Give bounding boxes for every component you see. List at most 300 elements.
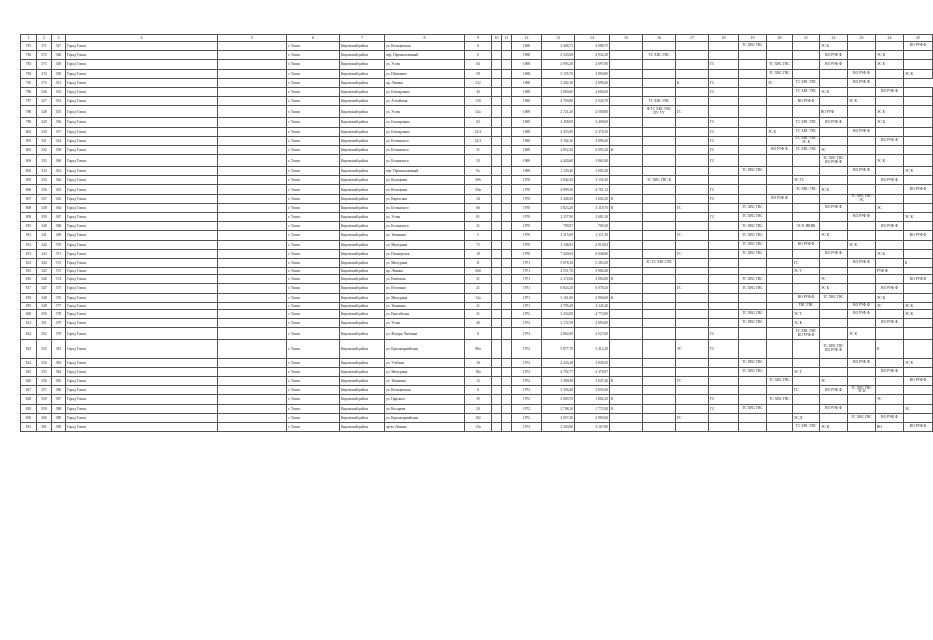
column-number-3: 3 — [52, 35, 66, 42]
table-cell-col-18 — [709, 268, 739, 275]
table-cell-col-16: ТС ХВС ГВС К — [643, 176, 676, 185]
table-cell-col-1: 821 — [21, 318, 37, 327]
table-cell-col-8: ул. Елизаровых — [385, 118, 465, 127]
table-row — [21, 167, 933, 176]
table-cell-col-20 — [767, 318, 793, 327]
table-cell-col-7: Кировский район — [340, 136, 385, 145]
table-cell-col-9: 9а — [465, 167, 492, 176]
table-cell-col-10 — [492, 97, 502, 106]
table-cell-col-17: ГС — [676, 376, 709, 385]
table-cell-col-19: ТС ХВС ГВС — [739, 249, 767, 258]
table-cell-col-10 — [492, 222, 502, 231]
table-cell-col-9: 43 — [465, 87, 492, 96]
table-cell-col-23: ВО РУФ Ф — [848, 358, 876, 367]
table-cell-col-1: 828 — [21, 395, 37, 404]
table-cell-col-15 — [610, 340, 643, 359]
table-cell-col-5 — [218, 176, 287, 185]
table-cell-col-6: г. Томск — [287, 194, 340, 203]
table-cell-col-10 — [492, 118, 502, 127]
table-cell-col-10 — [492, 167, 502, 176]
table-cell-col-12: 1970 — [512, 185, 542, 194]
table-cell-col-4: Город Томск — [66, 60, 218, 69]
table-cell-col-11 — [502, 118, 512, 127]
table-cell-col-18 — [709, 51, 739, 60]
table-cell-col-25 — [904, 328, 933, 340]
table-cell-col-14: 3 602,20 — [575, 194, 610, 203]
table-cell-col-20 — [767, 167, 793, 176]
table-cell-col-15 — [610, 155, 643, 167]
table-cell-col-20 — [767, 240, 793, 249]
table-cell-col-1: 816 — [21, 275, 37, 284]
table-cell-col-10 — [492, 404, 502, 413]
table-cell-col-22 — [820, 328, 848, 340]
table-cell-col-10 — [492, 145, 502, 154]
table-cell-col-23: ВО РУФ Ф — [848, 78, 876, 87]
table-cell-col-9: 5 — [465, 231, 492, 240]
column-number-17: 17 — [676, 35, 709, 42]
table-cell-col-22 — [820, 318, 848, 327]
table-cell-col-12: 1972 — [512, 328, 542, 340]
table-cell-col-22: ВО РУФ Ф — [820, 203, 848, 212]
table-cell-col-23: ВО РУФ Ф — [848, 309, 876, 318]
table-cell-col-23: ВО РУФ Ф — [848, 69, 876, 78]
table-row — [21, 194, 933, 203]
table-cell-col-17 — [676, 136, 709, 145]
table-cell-col-22: ЭС К — [820, 284, 848, 293]
table-cell-col-22 — [820, 367, 848, 376]
table-row — [21, 87, 933, 96]
table-cell-col-4: Город Томск — [66, 258, 218, 267]
table-cell-col-23 — [848, 136, 876, 145]
table-cell-col-5 — [218, 240, 287, 249]
table-cell-col-5 — [218, 302, 287, 309]
table-cell-col-12: 1973 — [512, 422, 542, 431]
table-cell-col-3: 388 — [52, 404, 66, 413]
table-cell-col-1: 811 — [21, 231, 37, 240]
table-cell-col-19 — [739, 145, 767, 154]
table-cell-col-11 — [502, 358, 512, 367]
table-cell-col-15 — [610, 268, 643, 275]
table-cell-col-9: 50б — [465, 176, 492, 185]
table-cell-col-9: 66 — [465, 203, 492, 212]
table-cell-col-9: 8 — [465, 328, 492, 340]
column-number-18: 18 — [709, 35, 739, 42]
table-cell-col-14: 3 984,40 — [575, 268, 610, 275]
table-cell-col-19: ТС ХВС ГВС — [739, 222, 767, 231]
table-cell-col-19 — [739, 328, 767, 340]
table-cell-col-5 — [218, 231, 287, 240]
table-cell-col-18 — [709, 275, 739, 284]
table-cell-col-10 — [492, 340, 502, 359]
table-cell-col-9: 15а — [465, 422, 492, 431]
table-cell-col-19 — [739, 97, 767, 106]
table-cell-col-23 — [848, 87, 876, 96]
table-cell-col-6: г. Томск — [287, 422, 340, 431]
table-cell-col-16 — [643, 358, 676, 367]
table-cell-col-14: 3 647,40 — [575, 376, 610, 385]
table-cell-col-3: 358 — [52, 145, 66, 154]
table-cell-col-3: 363 — [52, 194, 66, 203]
table-cell-col-22: ВО РУФ Ф — [820, 118, 848, 127]
table-cell-col-19 — [739, 60, 767, 69]
table-cell-col-16 — [643, 136, 676, 145]
table-cell-col-25 — [904, 136, 933, 145]
table-cell-col-19 — [739, 69, 767, 78]
table-cell-col-18 — [709, 413, 739, 422]
table-cell-col-4: Город Томск — [66, 222, 218, 231]
table-cell-col-25: ЭС К — [904, 213, 933, 222]
table-cell-col-20 — [767, 413, 793, 422]
table-cell-col-7: Кировский район — [340, 51, 385, 60]
table-cell-col-10 — [492, 194, 502, 203]
table-row — [21, 249, 933, 258]
table-cell-col-21 — [793, 404, 820, 413]
table-cell-col-19 — [739, 106, 767, 118]
table-cell-col-1: 829 — [21, 404, 37, 413]
table-cell-col-21 — [793, 194, 820, 203]
table-cell-col-17 — [676, 194, 709, 203]
table-row — [21, 309, 933, 318]
table-row — [21, 413, 933, 422]
table-cell-col-13: 3 161,60 — [542, 293, 575, 302]
table-cell-col-7: Кировский район — [340, 422, 385, 431]
table-cell-col-2: 354 — [37, 358, 52, 367]
table-cell-col-25: ВО РУФ Ф — [904, 275, 933, 284]
table-cell-col-10 — [492, 413, 502, 422]
table-cell-col-25: ВО РУФ Ф — [904, 422, 933, 431]
table-cell-col-16: ТС ХВС ГВС — [643, 97, 676, 106]
table-cell-col-1: 784 — [21, 69, 37, 78]
table-cell-col-23 — [848, 118, 876, 127]
table-cell-col-9: 64 — [465, 60, 492, 69]
table-cell-col-16: ТС ХВС ГВС — [643, 51, 676, 60]
table-cell-col-7: Кировский район — [340, 185, 385, 194]
table-cell-col-19: ТС ХВС ГВС — [739, 367, 767, 376]
table-row — [21, 78, 933, 87]
table-cell-col-8: ул. Тимакова — [385, 231, 465, 240]
table-cell-col-8: ул. Тимакова — [385, 302, 465, 309]
table-cell-col-16 — [643, 42, 676, 51]
table-cell-col-24: ВО РУФ Ф — [876, 87, 904, 96]
table-cell-col-21 — [793, 203, 820, 212]
table-row — [21, 395, 933, 404]
table-cell-col-7: Кировский район — [340, 87, 385, 96]
table-cell-col-22 — [820, 309, 848, 318]
table-cell-col-12: 1972 — [512, 404, 542, 413]
table-cell-col-6: г. Томск — [287, 376, 340, 385]
table-cell-col-17 — [676, 258, 709, 267]
table-cell-col-9: 21 — [465, 309, 492, 318]
table-cell-col-20 — [767, 404, 793, 413]
table-cell-col-6: г. Томск — [287, 413, 340, 422]
table-cell-col-25 — [904, 318, 933, 327]
table-cell-col-4: Город Томск — [66, 240, 218, 249]
table-cell-col-2: 336 — [37, 185, 52, 194]
table-cell-col-16 — [643, 422, 676, 431]
table-cell-col-14: 5 283,30 — [575, 258, 610, 267]
table-cell-col-11 — [502, 275, 512, 284]
table-cell-col-23: ТС ХВС ГВС — [848, 413, 876, 422]
table-cell-col-15: К — [610, 194, 643, 203]
column-number-22: 22 — [820, 35, 848, 42]
table-cell-col-22 — [820, 167, 848, 176]
table-cell-col-17 — [676, 293, 709, 302]
table-cell-col-8: ул. Красноармейская — [385, 413, 465, 422]
table-cell-col-17: ЭС — [676, 340, 709, 359]
table-cell-col-15 — [610, 231, 643, 240]
table-cell-col-21: ТС ХВС ГВС — [793, 145, 820, 154]
table-cell-col-7: Кировский район — [340, 240, 385, 249]
table-cell-col-2: 345 — [37, 268, 52, 275]
table-cell-col-9: 10 — [465, 358, 492, 367]
table-row — [21, 127, 933, 136]
table-cell-col-3: 379 — [52, 328, 66, 340]
table-cell-col-4: Город Томск — [66, 367, 218, 376]
table-cell-col-11 — [502, 309, 512, 318]
table-cell-col-9: 31 — [465, 275, 492, 284]
table-cell-col-25 — [904, 293, 933, 302]
table-cell-col-21: ТС ХВС ГВС — [793, 118, 820, 127]
table-cell-col-18: ГС — [709, 185, 739, 194]
table-cell-col-13: 6 824,20 — [542, 284, 575, 293]
table-cell-col-10 — [492, 268, 502, 275]
table-row — [21, 340, 933, 359]
table-cell-col-20 — [767, 302, 793, 309]
table-cell-col-23 — [848, 268, 876, 275]
table-cell-col-24 — [876, 185, 904, 194]
table-cell-col-24 — [876, 275, 904, 284]
table-cell-col-8: пер. Промышленный — [385, 167, 465, 176]
table-cell-col-8: ул. Усова — [385, 60, 465, 69]
table-cell-col-23 — [848, 404, 876, 413]
table-cell-col-2: 330 — [37, 127, 52, 136]
table-cell-col-24 — [876, 127, 904, 136]
table-cell-col-11 — [502, 51, 512, 60]
table-cell-col-19: ТС ХВС ГВС — [739, 167, 767, 176]
table-cell-col-1: 785 — [21, 78, 37, 87]
table-cell-col-6: г. Томск — [287, 231, 340, 240]
table-cell-col-4: Город Томск — [66, 422, 218, 431]
table-cell-col-18 — [709, 422, 739, 431]
table-cell-col-2: 359 — [37, 404, 52, 413]
table-cell-col-25 — [904, 60, 933, 69]
table-cell-col-14: 5 412,20 — [575, 340, 610, 359]
table-cell-col-23 — [848, 231, 876, 240]
table-cell-col-15: К — [610, 145, 643, 154]
table-cell-col-22: ЭС К — [820, 185, 848, 194]
table-cell-col-21 — [793, 69, 820, 78]
table-cell-col-9: 18а — [465, 367, 492, 376]
table-cell-col-6: г. Томск — [287, 97, 340, 106]
table-cell-col-13: 3 060,60 — [542, 87, 575, 96]
table-cell-col-4: Город Томск — [66, 340, 218, 359]
table-cell-col-13: 1 143,40 — [542, 167, 575, 176]
table-cell-col-10 — [492, 395, 502, 404]
table-cell-col-2: 373 — [37, 60, 52, 69]
table-cell-col-9: 12а — [465, 293, 492, 302]
table-cell-col-25 — [904, 97, 933, 106]
header-row — [21, 35, 933, 42]
table-cell-col-3: 385 — [52, 376, 66, 385]
table-cell-col-14: 2 697,80 — [575, 60, 610, 69]
table-cell-col-3: 376 — [52, 293, 66, 302]
table-cell-col-21: ЭС Д — [793, 413, 820, 422]
table-cell-col-14: 3 595,20 — [575, 145, 610, 154]
table-cell-col-5 — [218, 293, 287, 302]
table-cell-col-22 — [820, 240, 848, 249]
table-cell-col-17 — [676, 145, 709, 154]
table-cell-col-7: Кировский район — [340, 268, 385, 275]
table-cell-col-21: ГС — [793, 258, 820, 267]
table-cell-col-12: 1972 — [512, 358, 542, 367]
table-cell-col-10 — [492, 275, 502, 284]
table-cell-col-10 — [492, 213, 502, 222]
table-row — [21, 328, 933, 340]
table-cell-col-25 — [904, 413, 933, 422]
table-cell-col-1: 809 — [21, 213, 37, 222]
table-cell-col-24: ВО РУФ Ф — [876, 318, 904, 327]
table-cell-col-8: пер. Промышленный — [385, 51, 465, 60]
table-cell-col-13: 2 353,90 — [542, 127, 575, 136]
table-cell-col-13: 4 802,09 — [542, 328, 575, 340]
table-cell-col-18 — [709, 176, 739, 185]
table-cell-col-3: 379 — [52, 318, 66, 327]
table-cell-col-17: ГС — [676, 249, 709, 258]
table-row — [21, 422, 933, 431]
table-cell-col-5 — [218, 203, 287, 212]
table-cell-col-13: 3 358,48 — [542, 386, 575, 395]
table-row — [21, 404, 933, 413]
table-cell-col-24 — [876, 42, 904, 51]
table-cell-col-22: ЭС К — [820, 422, 848, 431]
table-cell-col-10 — [492, 127, 502, 136]
table-cell-col-10 — [492, 155, 502, 167]
table-cell-col-3: 377 — [52, 302, 66, 309]
table-cell-col-25: ЭС К — [904, 309, 933, 318]
table-cell-col-24: ЭС К — [876, 293, 904, 302]
table-cell-col-11 — [502, 155, 512, 167]
table-cell-col-9: 212 — [465, 78, 492, 87]
table-cell-col-7: Кировский район — [340, 106, 385, 118]
table-cell-col-20 — [767, 284, 793, 293]
table-cell-col-25 — [904, 118, 933, 127]
table-cell-col-4: Город Томск — [66, 136, 218, 145]
table-cell-col-9: 59 — [465, 69, 492, 78]
table-cell-col-18: ГС — [709, 194, 739, 203]
column-number-14: 14 — [575, 35, 610, 42]
table-row — [21, 258, 933, 267]
table-cell-col-14: 2 910,63 — [575, 240, 610, 249]
table-cell-col-1: 815 — [21, 268, 37, 275]
table-cell-col-14: 4 376,97 — [575, 367, 610, 376]
table-cell-col-10 — [492, 136, 502, 145]
table-cell-col-10 — [492, 386, 502, 395]
table-cell-col-15 — [610, 213, 643, 222]
table-cell-col-5 — [218, 222, 287, 231]
table-cell-col-9: 63 — [465, 118, 492, 127]
table-cell-col-1: 803 — [21, 145, 37, 154]
table-cell-col-10 — [492, 42, 502, 51]
table-cell-col-9: 10 — [465, 249, 492, 258]
table-cell-col-21 — [793, 51, 820, 60]
table-row — [21, 97, 933, 106]
table-cell-col-16 — [643, 302, 676, 309]
table-cell-col-21: ЭС ХВС ГВС — [793, 185, 820, 194]
column-number-23: 23 — [848, 35, 876, 42]
table-cell-col-21: ТС ХВС ГВС ЭС К — [793, 136, 820, 145]
table-cell-col-17 — [676, 127, 709, 136]
table-cell-col-7: Кировский район — [340, 284, 385, 293]
table-cell-col-9: 20 — [465, 404, 492, 413]
table-cell-col-3: 371 — [52, 249, 66, 258]
table-cell-col-11 — [502, 136, 512, 145]
table-cell-col-25 — [904, 240, 933, 249]
table-cell-col-21 — [793, 60, 820, 69]
table-cell-col-1: 782 — [21, 51, 37, 60]
table-cell-col-18: ГС — [709, 60, 739, 69]
table-cell-col-17: ГС — [676, 284, 709, 293]
table-cell-col-11 — [502, 69, 512, 78]
table-cell-col-22: ЭС — [820, 376, 848, 385]
table-cell-col-16 — [643, 213, 676, 222]
table-cell-col-14: 709,20 — [575, 222, 610, 231]
table-cell-col-9: 21 — [465, 302, 492, 309]
table-cell-col-15 — [610, 167, 643, 176]
table-cell-col-1: 804 — [21, 155, 37, 167]
table-cell-col-25 — [904, 194, 933, 203]
table-cell-col-2: 341 — [37, 231, 52, 240]
table-cell-col-14: 4 088,75 — [575, 42, 610, 51]
table-cell-col-7: Кировский район — [340, 155, 385, 167]
table-cell-col-3: 351 — [52, 78, 66, 87]
table-cell-col-19 — [739, 413, 767, 422]
table-cell-col-15 — [610, 42, 643, 51]
table-cell-col-17: ГС — [676, 106, 709, 118]
table-row — [21, 302, 933, 309]
table-cell-col-10 — [492, 367, 502, 376]
table-cell-col-20 — [767, 51, 793, 60]
table-cell-col-20 — [767, 222, 793, 231]
table-cell-col-22 — [820, 258, 848, 267]
table-cell-col-4: Город Томск — [66, 309, 218, 318]
table-cell-col-4: Город Томск — [66, 404, 218, 413]
table-cell-col-10 — [492, 328, 502, 340]
column-number-16: 16 — [643, 35, 676, 42]
table-cell-col-7: Кировский район — [340, 78, 385, 87]
table-cell-col-4: Город Томск — [66, 328, 218, 340]
table-cell-col-24 — [876, 386, 904, 395]
table-row — [21, 240, 933, 249]
table-cell-col-8: ул. Кольцевская — [385, 42, 465, 51]
table-cell-col-13: 3 448,30 — [542, 194, 575, 203]
table-row — [21, 118, 933, 127]
table-cell-col-22 — [820, 136, 848, 145]
table-cell-col-24 — [876, 328, 904, 340]
table-cell-col-4: Город Томск — [66, 145, 218, 154]
table-cell-col-7: Кировский район — [340, 302, 385, 309]
table-cell-col-13: 2 993,20 — [542, 60, 575, 69]
table-cell-col-10 — [492, 203, 502, 212]
table-cell-col-10 — [492, 284, 502, 293]
table-cell-col-16 — [643, 275, 676, 284]
table-cell-col-25 — [904, 367, 933, 376]
table-cell-col-8: ул. Федора Лыткина — [385, 328, 465, 340]
table-cell-col-6: г. Томск — [287, 69, 340, 78]
table-cell-col-16 — [643, 367, 676, 376]
table-cell-col-23 — [848, 284, 876, 293]
table-cell-col-17 — [676, 309, 709, 318]
table-cell-col-3: 364 — [52, 203, 66, 212]
